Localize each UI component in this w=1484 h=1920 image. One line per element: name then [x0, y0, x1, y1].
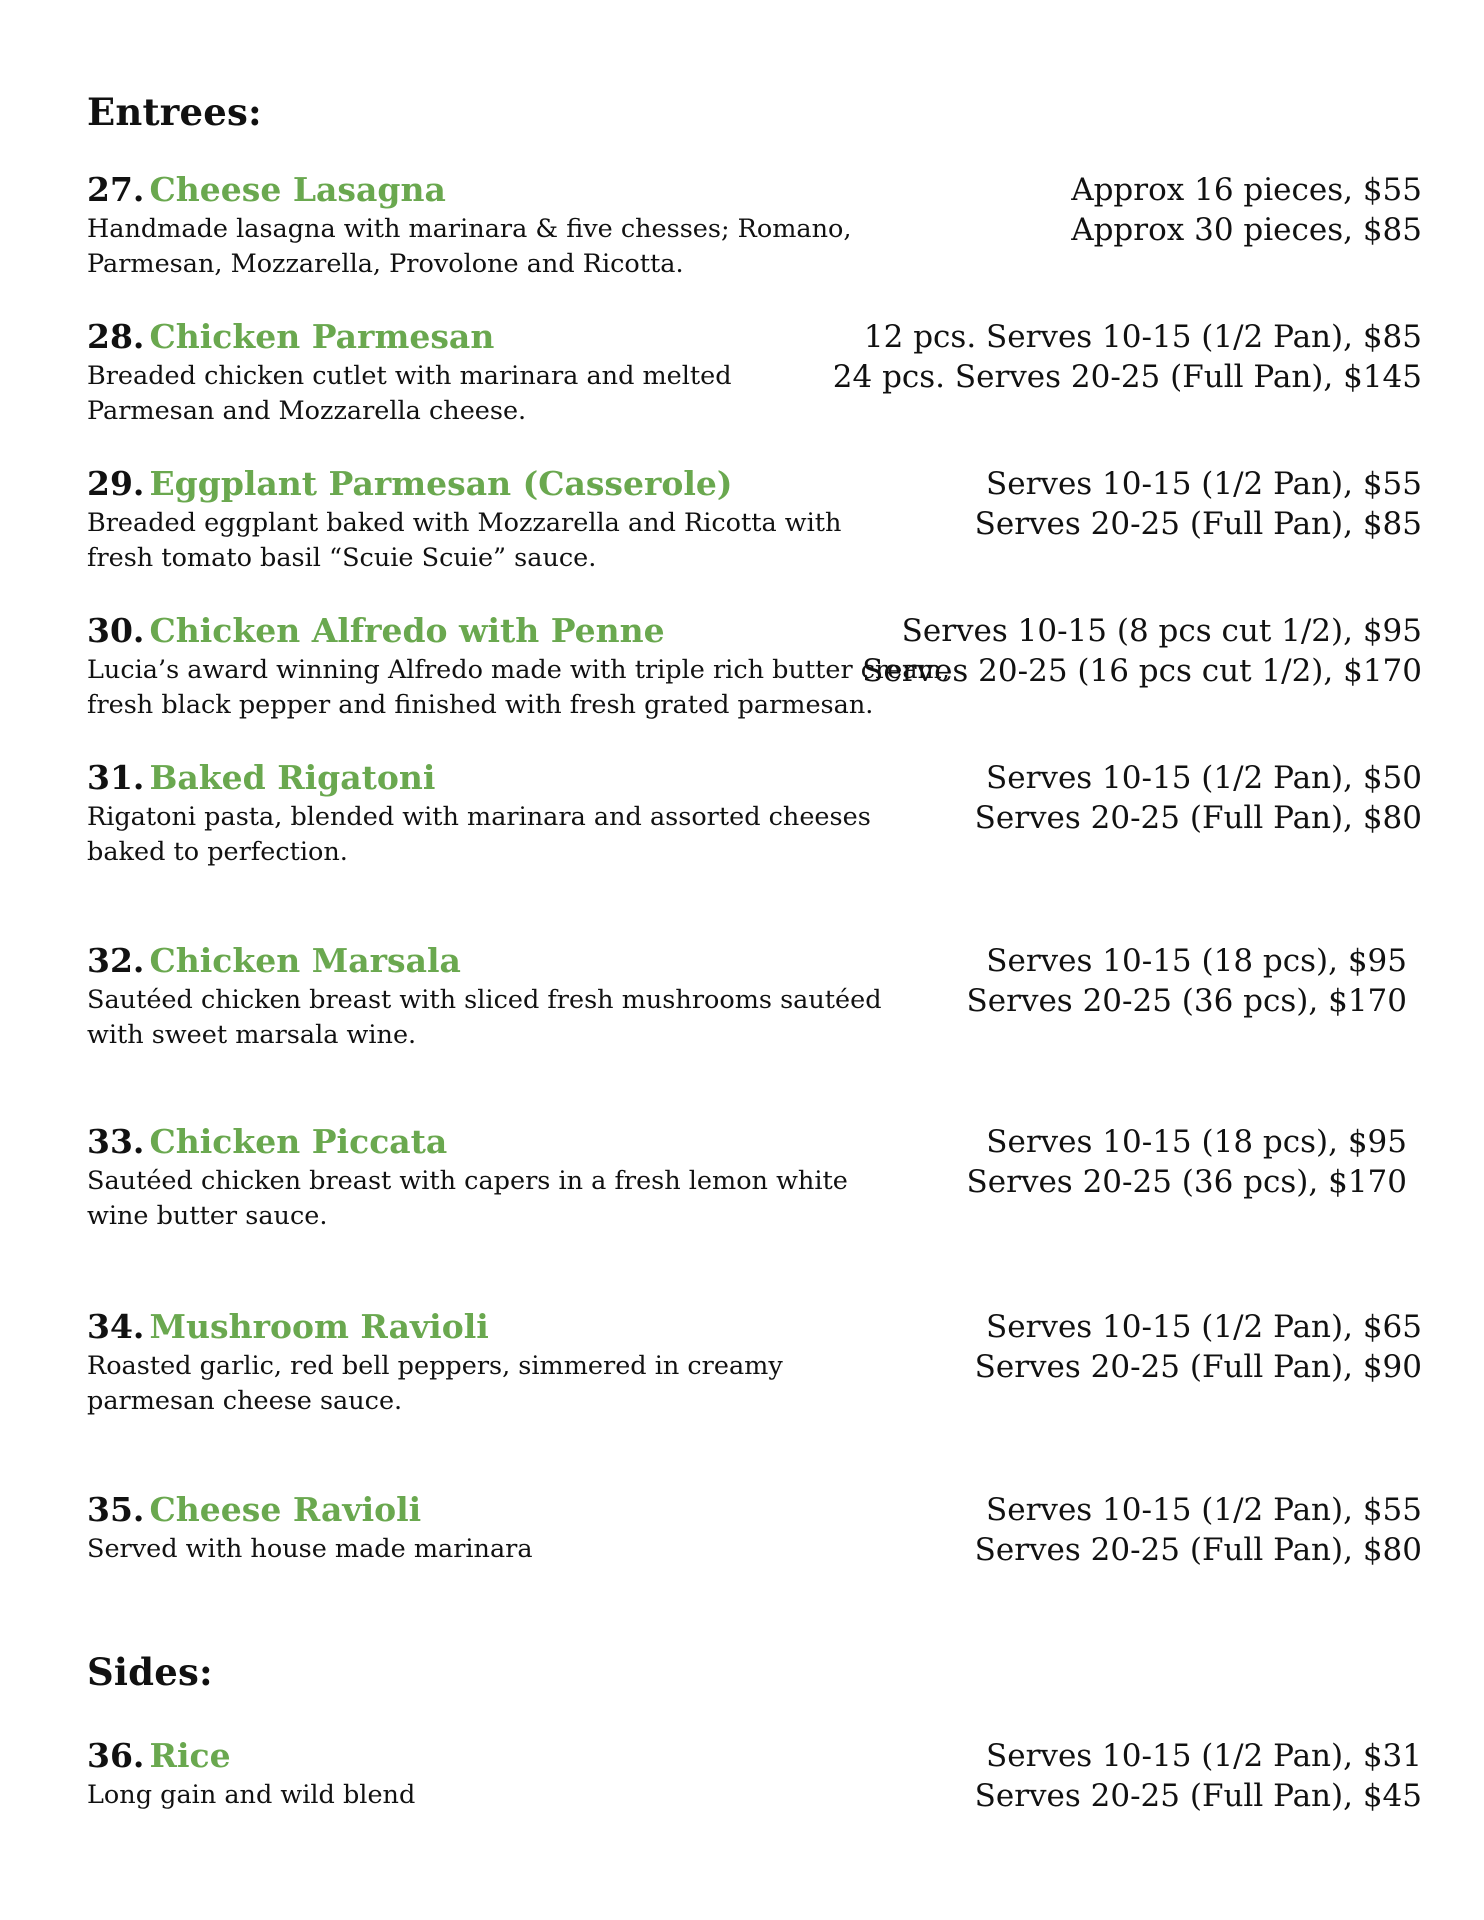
- menu-item: [87, 1490, 1422, 1568]
- menu-item: [87, 1736, 1422, 1814]
- item-prices: [967, 941, 1407, 1021]
- item-prices: [975, 1490, 1422, 1570]
- price-full: Approx 30 pieces, $85: [1071, 212, 1422, 248]
- entrees-heading: Entrees:: [87, 90, 262, 134]
- price-half: Serves 10-15 (8 pcs cut 1/2), $95: [901, 613, 1422, 649]
- item-number: 29.: [87, 464, 145, 503]
- item-prices: [975, 1736, 1422, 1816]
- item-number: 33.: [87, 1122, 145, 1161]
- item-number: 27.: [87, 170, 145, 209]
- price-half: Serves 10-15 (1/2 Pan), $55: [986, 466, 1422, 502]
- menu-item: [87, 464, 1422, 576]
- item-prices: [967, 1122, 1407, 1202]
- item-number: 32.: [87, 941, 145, 980]
- item-prices: [975, 1307, 1422, 1387]
- item-description: Sautéed chicken breast with sliced fresh mushrooms sautéed with sweet marsala wine.: [87, 985, 882, 1050]
- menu-item: [87, 758, 1422, 870]
- price-full: Serves 20-25 (Full Pan), $80: [974, 800, 1422, 836]
- price-half: 12 pcs. Serves 10-15 (1/2 Pan), $85: [863, 319, 1422, 355]
- item-description: Lucia’s award winning Alfredo made with triple rich butter cream, fresh black pepper and finished with fresh grated parmesan.: [87, 655, 950, 720]
- item-number: 28.: [87, 317, 145, 356]
- item-name: Cheese Ravioli: [149, 1490, 422, 1529]
- item-name: Mushroom Ravioli: [149, 1307, 489, 1346]
- price-half: Serves 10-15 (1/2 Pan), $50: [986, 760, 1422, 796]
- item-number: 35.: [87, 1490, 145, 1529]
- item-name: Chicken Marsala: [149, 941, 461, 980]
- item-description: Breaded chicken cutlet with marinara and melted Parmesan and Mozzarella cheese.: [87, 361, 732, 426]
- menu-item: [87, 611, 1422, 723]
- item-prices: [975, 758, 1422, 838]
- item-name: Chicken Piccata: [149, 1122, 448, 1161]
- item-name: Eggplant Parmesan (Casserole): [149, 464, 733, 503]
- item-description: Long gain and wild blend: [87, 1780, 416, 1810]
- item-number: 30.: [87, 611, 145, 650]
- item-description: Served with house made marinara: [87, 1534, 533, 1564]
- item-description: Sautéed chicken breast with capers in a fresh lemon white wine butter sauce.: [87, 1166, 848, 1231]
- item-prices: [862, 611, 1422, 691]
- item-name: Chicken Alfredo with Penne: [149, 611, 665, 650]
- item-description: Handmade lasagna with marinara & five chesses; Romano, Parmesan, Mozzarella, Provolone and Ricotta.: [87, 214, 852, 279]
- menu-item: [87, 941, 1417, 1053]
- item-description: Roasted garlic, red bell peppers, simmered in creamy parmesan cheese sauce.: [87, 1351, 783, 1416]
- price-half: Serves 10-15 (1/2 Pan), $55: [986, 1492, 1422, 1528]
- menu-item: [87, 1122, 1417, 1234]
- item-name: Chicken Parmesan: [149, 317, 495, 356]
- menu-item: [87, 317, 1422, 429]
- item-number: 36.: [87, 1736, 145, 1775]
- item-number: 31.: [87, 758, 145, 797]
- price-half: Serves 10-15 (18 pcs), $95: [986, 943, 1407, 979]
- item-prices: [975, 464, 1422, 544]
- item-description: Rigatoni pasta, blended with marinara and assorted cheeses baked to perfection.: [87, 802, 871, 867]
- price-full: Serves 20-25 (36 pcs), $170: [966, 983, 1407, 1019]
- price-full: Serves 20-25 (Full Pan), $45: [974, 1778, 1422, 1814]
- item-name: Baked Rigatoni: [149, 758, 436, 797]
- price-half: Serves 10-15 (1/2 Pan), $65: [986, 1309, 1422, 1345]
- price-half: Approx 16 pieces, $55: [1071, 172, 1422, 208]
- price-full: Serves 20-25 (Full Pan), $85: [974, 506, 1422, 542]
- menu-item: [87, 170, 1422, 282]
- item-description: Breaded eggplant baked with Mozzarella and Ricotta with fresh tomato basil “Scuie Scuie” sauce.: [87, 508, 842, 573]
- item-name: Rice: [149, 1736, 231, 1775]
- item-name: Cheese Lasagna: [149, 170, 446, 209]
- price-half: Serves 10-15 (1/2 Pan), $31: [986, 1738, 1422, 1774]
- price-full: Serves 20-25 (Full Pan), $80: [974, 1532, 1422, 1568]
- price-half: Serves 10-15 (18 pcs), $95: [986, 1124, 1407, 1160]
- item-prices: [1071, 170, 1422, 250]
- price-full: 24 pcs. Serves 20-25 (Full Pan), $145: [832, 359, 1422, 395]
- price-full: Serves 20-25 (Full Pan), $90: [974, 1349, 1422, 1385]
- menu-item: [87, 1307, 1422, 1419]
- sides-heading: Sides:: [87, 1650, 213, 1694]
- item-number: 34.: [87, 1307, 145, 1346]
- item-prices: [833, 317, 1422, 397]
- price-full: Serves 20-25 (36 pcs), $170: [966, 1164, 1407, 1200]
- price-full: Serves 20-25 (16 pcs cut 1/2), $170: [862, 653, 1422, 689]
